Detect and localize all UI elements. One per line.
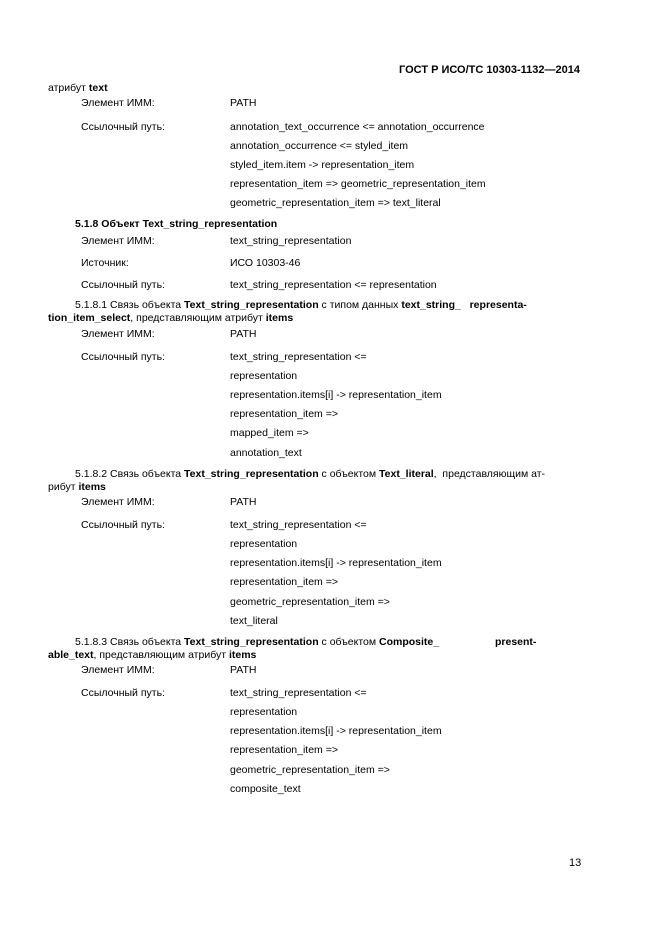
s3-line-6: composite_text xyxy=(230,783,301,795)
s3-imm-label: Элемент ИММ: xyxy=(81,664,155,676)
s3-bold-5: items xyxy=(228,649,257,661)
s3-line-1: text_string_representation <= xyxy=(230,687,367,699)
s2-text-4: рибут xyxy=(48,481,79,493)
s1-para-line-2 xyxy=(48,312,293,325)
block0-line-4: representation_item => geometric_representation_item xyxy=(230,178,486,190)
s2-bold-1: Text_string_representation xyxy=(184,468,319,480)
s3-imm-value: PATH xyxy=(230,664,257,676)
s3-line-5: geometric_representation_item => xyxy=(230,764,390,776)
block0-imm-label: Элемент ИММ: xyxy=(81,97,155,109)
s2-bold-2: Text_literal xyxy=(379,468,434,480)
s1-bold-3: tion_item_select xyxy=(48,312,131,324)
intro-attr: text xyxy=(88,82,108,94)
s2-line-2: representation xyxy=(230,538,298,550)
section-imm-value: text_string_representation xyxy=(230,235,352,247)
s3-line-3: representation.items[i] -> representation_item xyxy=(230,725,442,737)
s2-ref-label: Ссылочный путь: xyxy=(81,519,165,531)
s1-bold-1: Text_string_representation xyxy=(184,299,319,311)
s2-imm-label: Элемент ИММ: xyxy=(81,496,155,508)
s3-text-2: с объектом xyxy=(318,636,379,648)
s1-imm-value: PATH xyxy=(230,328,257,340)
s2-para-line-2 xyxy=(48,481,106,494)
s1-bold-2: text_string_ representa- xyxy=(401,299,527,311)
s2-line-6: text_literal xyxy=(230,615,278,627)
s1-bold-4: items xyxy=(265,312,294,324)
s1-ref-label: Ссылочный путь: xyxy=(81,351,165,363)
block0-line-1: annotation_text_occurrence <= annotation_occurrence xyxy=(230,121,485,133)
s3-bold-4: able_text xyxy=(48,649,94,661)
s1-text-2: с типом данных xyxy=(318,299,402,311)
section-ref-label: Ссылочный путь: xyxy=(81,279,165,291)
s1-line-6: annotation_text xyxy=(230,447,302,459)
block0-line-3: styled_item.item -> representation_item xyxy=(230,159,415,171)
s3-text-1: 5.1.8.3 Связь объекта xyxy=(75,636,185,648)
document-header: ГОСТ Р ИСО/ТС 10303-1132—2014 xyxy=(399,64,580,76)
s1-line-3: representation.items[i] -> representation_item xyxy=(230,389,442,401)
s1-text-3: , представляющим атрибут xyxy=(130,312,266,324)
section-source-value: ИСО 10303-46 xyxy=(230,257,301,269)
s2-line-4: representation_item => xyxy=(230,576,338,588)
block0-line-2: annotation_occurrence <= styled_item xyxy=(230,140,409,152)
s1-text-1: 5.1.8.1 Связь объекта xyxy=(75,299,185,311)
s3-bold-3: present- xyxy=(495,636,537,648)
block0-ref-label: Ссылочный путь: xyxy=(81,121,165,133)
s2-bold-3: items xyxy=(78,481,106,493)
section-heading: 5.1.8 Объект Text_string_representation xyxy=(75,218,278,230)
s1-line-4: representation_item => xyxy=(230,408,338,420)
section-imm-label: Элемент ИММ: xyxy=(81,235,155,247)
s2-imm-value: PATH xyxy=(230,496,257,508)
s3-line-4: representation_item => xyxy=(230,744,338,756)
s2-text-1: 5.1.8.2 Связь объекта xyxy=(75,468,185,480)
s3-bold-1: Text_string_representation xyxy=(184,636,319,648)
s1-imm-label: Элемент ИММ: xyxy=(81,328,155,340)
block0-imm-value: PATH xyxy=(230,97,257,109)
s3-text-3: , представляющим атрибут xyxy=(93,649,229,661)
s1-line-5: mapped_item => xyxy=(230,427,309,439)
s1-line-1: text_string_representation <= xyxy=(230,351,367,363)
s2-text-3: , представляющим ат- xyxy=(433,468,546,480)
section-source-label: Источник: xyxy=(81,257,129,269)
s3-para-line-2 xyxy=(48,649,256,662)
intro-prefix: атрибут xyxy=(48,82,89,94)
s2-line-1: text_string_representation <= xyxy=(230,519,367,531)
s2-para-line-1 xyxy=(75,468,545,481)
s3-line-2: representation xyxy=(230,706,298,718)
s3-ref-label: Ссылочный путь: xyxy=(81,687,165,699)
s3-bold-2: Composite_ xyxy=(379,636,440,648)
s2-text-2: с объектом xyxy=(318,468,379,480)
s1-para-line-1 xyxy=(75,299,527,312)
s2-line-3: representation.items[i] -> representation_item xyxy=(230,557,442,569)
s2-line-5: geometric_representation_item => xyxy=(230,596,390,608)
s3-para-line-1 xyxy=(75,636,439,649)
block0-line-5: geometric_representation_item => text_literal xyxy=(230,197,441,209)
s1-line-2: representation xyxy=(230,370,298,382)
intro-line xyxy=(48,82,108,95)
section-ref-value: text_string_representation <= representation xyxy=(230,279,437,291)
page-number: 13 xyxy=(569,857,582,869)
